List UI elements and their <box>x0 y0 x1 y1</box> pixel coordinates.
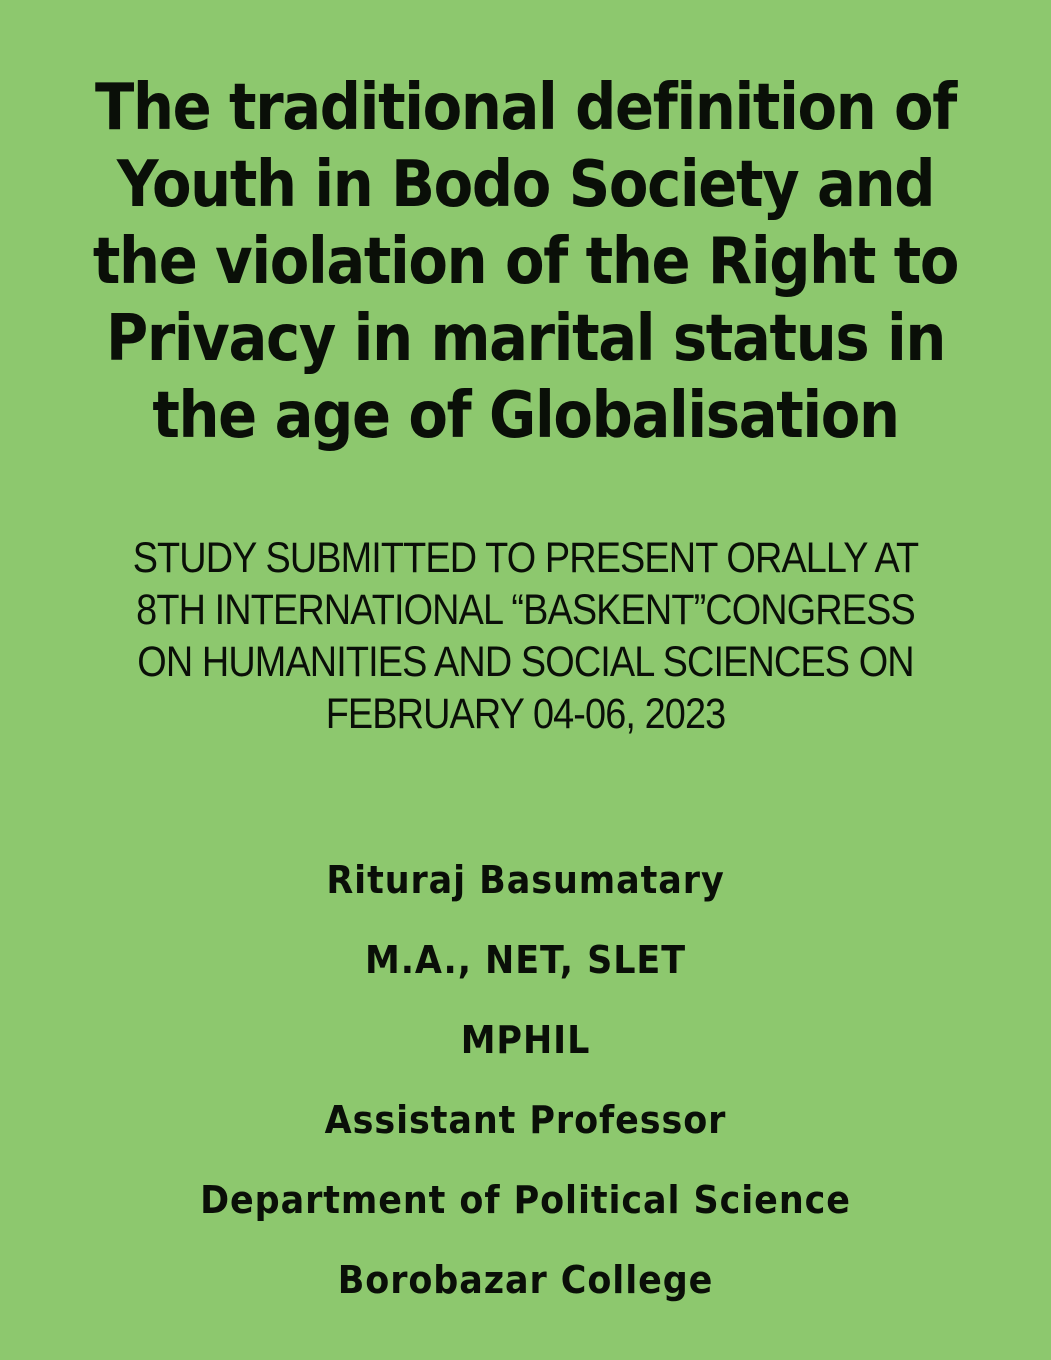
subtitle-line: STUDY SUBMITTED TO PRESENT ORALLY AT <box>132 534 919 582</box>
document-subtitle <box>63 532 988 740</box>
author-position: Assistant Professor <box>324 1098 727 1142</box>
document-title <box>53 70 999 455</box>
title-line: the violation of the Right to <box>92 225 959 299</box>
subtitle-line: 8TH INTERNATIONAL “BASKENT”CONGRESS <box>136 586 915 634</box>
title-line: the age of Globalisation <box>152 379 899 453</box>
author-degree-mphil: MPHIL <box>460 1018 591 1062</box>
author-block <box>42 840 1009 1320</box>
subtitle-line: FEBRUARY 04-06, 2023 <box>325 690 726 738</box>
title-line: The traditional definition of <box>95 71 956 145</box>
subtitle-line: ON HUMANITIES AND SOCIAL SCIENCES ON <box>137 638 914 686</box>
author-degrees: M.A., NET, SLET <box>365 938 686 982</box>
author-institution: Borobazar College <box>337 1258 714 1302</box>
author-department: Department of Political Science <box>200 1178 851 1222</box>
title-line: Youth in Bodo Society and <box>116 148 935 222</box>
title-line: Privacy in marital status in <box>105 302 946 376</box>
author-name: Rituraj Basumatary <box>326 858 725 902</box>
